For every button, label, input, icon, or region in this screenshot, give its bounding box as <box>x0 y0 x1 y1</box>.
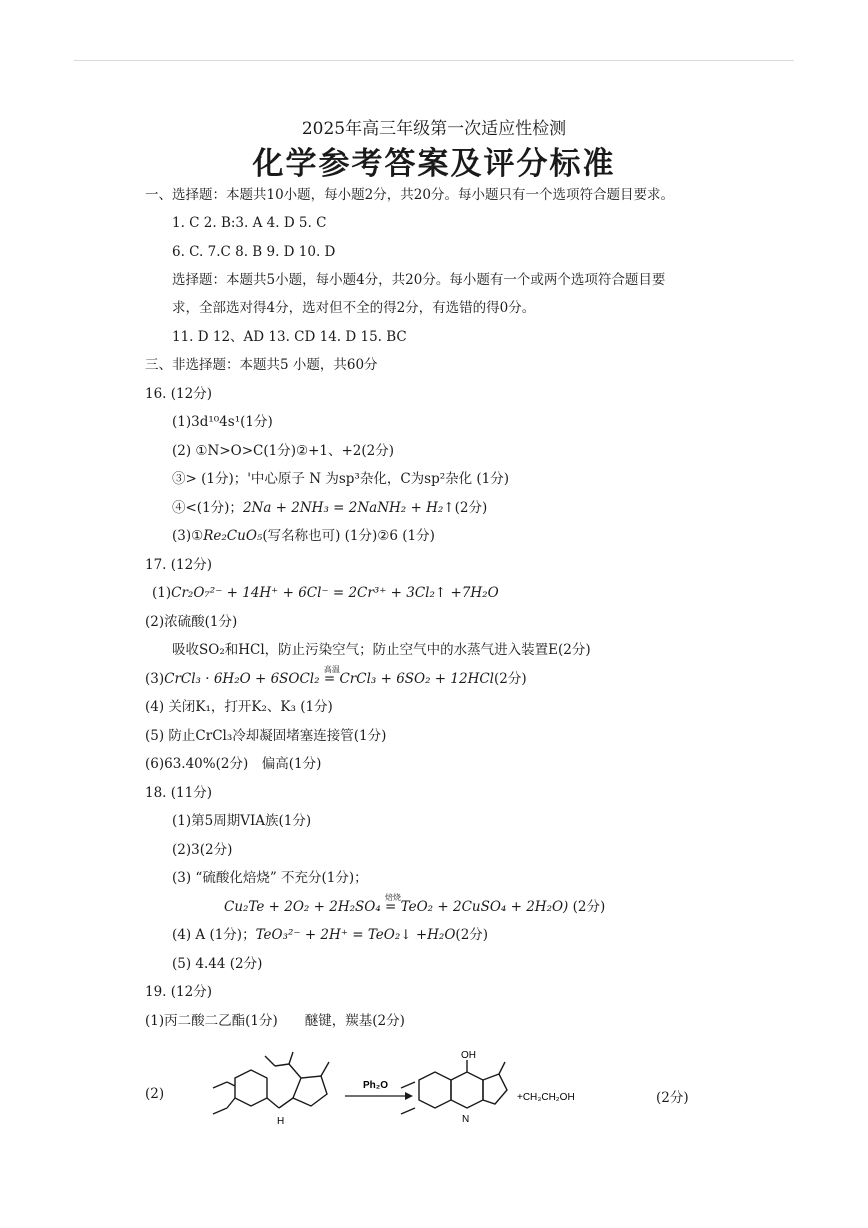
q16-line-3: ③> (1分)；'中心原子 N 为sp³杂化，C为sp²杂化 (1分) <box>172 471 510 487</box>
q16-line-4-score: (2分) <box>454 500 488 516</box>
section-1-header: 一、选择题：本题共10小题，每小题2分，共20分。每小题只有一个选项符合题目要求。 <box>145 187 674 203</box>
q17-line-5: (4) 关闭K₁，打开K₂、K₃ (1分) <box>145 699 333 715</box>
q17-line-1 <box>152 584 499 602</box>
product-ketone-bond <box>499 1062 505 1074</box>
ester-bond-1 <box>289 1064 301 1078</box>
q17-line-7: (6)63.40%(2分) 偏高(1分) <box>145 756 322 772</box>
q16-line-4-prefix: ④<(1分)； <box>172 500 243 516</box>
q17-line-3: 吸收SO₂和HCl，防止污染空气；防止空气中的水蒸气进入装置E(2分) <box>172 642 591 658</box>
top-divider <box>74 60 794 61</box>
q18-line-6: (5) 4.44 (2分) <box>172 956 263 972</box>
q16-line-5-prefix: (3)① <box>172 528 204 544</box>
methoxy-link-2 <box>227 1098 235 1108</box>
section-2-header-a: 选择题：本题共5小题，每小题4分，共20分。每小题有一个或两个选项符合题目要 <box>172 272 666 288</box>
q17-condition: 高温 <box>323 665 340 674</box>
reactant-lactone-ring <box>293 1076 327 1106</box>
product-n-label: N <box>462 1114 470 1125</box>
q16-equation-na-nh3: 2Na + 2NH₃ = 2NaNH₂ + H₂↑ <box>242 500 455 516</box>
reaction-arrow-head <box>405 1092 413 1100</box>
q18-equals-with-condition: 焙烧 = <box>385 898 396 916</box>
methoxy-bond-2 <box>213 1108 227 1114</box>
q18-line-4-score: (2分) <box>568 899 606 915</box>
q16-line-5-suffix: (写名称也可) (1分)②6 (1分) <box>262 528 435 544</box>
q16-line-1: (1)3d¹⁰4s¹(1分) <box>172 414 273 430</box>
reaction-scheme <box>205 1048 625 1148</box>
product-benzene-ring <box>419 1072 451 1108</box>
product-methoxy-1 <box>401 1082 415 1088</box>
reactant-nh-label: H <box>277 1116 285 1127</box>
q18-line-1: (1)第5周期VIA族(1分) <box>172 813 312 829</box>
q16-line-4 <box>172 499 487 517</box>
reactant-benzene-ring <box>235 1070 267 1106</box>
q19-line-2-score: (2分) <box>656 1090 689 1106</box>
aryl-n-bond <box>267 1098 279 1108</box>
answers-6-10: 6. C. 7.C 8. B 9. D 10. D <box>172 244 336 260</box>
q19-title: 19. (12分) <box>145 984 212 1000</box>
section-2-header-b: 求，全部选对得4分，选对但不全的得2分，有选错的得0分。 <box>172 300 536 316</box>
q19-line-1: (1)丙二酸二乙酯(1分) 醚键，羰基(2分) <box>145 1013 405 1029</box>
ketone-bond <box>321 1062 329 1076</box>
q17-line-4 <box>145 665 527 688</box>
q18-equation-tellurite: TeO₃²⁻ + 2H⁺ = TeO₂↓ +H₂O <box>255 927 456 943</box>
q17-equals-with-condition: 高温 = <box>324 670 335 688</box>
methoxy-bond-1 <box>213 1082 227 1088</box>
reactant-structure <box>213 1052 329 1114</box>
q17-equation-dichromate: Cr₂O₇²⁻ + 14H⁺ + 6Cl⁻ = 2Cr³⁺ + 3Cl₂↑ +7H₂O <box>171 585 499 601</box>
product-methoxy-2 <box>401 1108 415 1114</box>
q18-equation-left: Cu₂Te + 2O₂ + 2H₂SO₄ <box>224 899 381 915</box>
q17-line-2: (2)浓硫酸(1分) <box>145 614 238 630</box>
q19-line-2-label: (2) <box>145 1086 165 1102</box>
exam-title: 2025年高三年级第一次适应性检测 <box>301 119 567 139</box>
product-lactone-ring <box>483 1074 507 1104</box>
q17-line-4-prefix: (3) <box>145 671 165 687</box>
reagent-label: Ph₂O <box>363 1080 388 1091</box>
q18-title: 18. (11分) <box>145 785 212 801</box>
methoxy-link-1 <box>227 1082 235 1086</box>
n-ring-bond <box>279 1098 293 1108</box>
answers-1-5: 1. C 2. B:3. A 4. D 5. C <box>172 215 327 231</box>
answers-11-15: 11. D 12、AD 13. CD 14. D 15. BC <box>172 329 407 345</box>
ester-carbonyl <box>289 1052 293 1064</box>
q18-condition: 焙烧 <box>385 893 402 902</box>
ester-bond-2 <box>275 1064 289 1066</box>
q16-line-5 <box>172 527 435 545</box>
q16-formula: Re₂CuO₅ <box>203 528 263 544</box>
q18-line-5-score: (2分) <box>455 927 489 943</box>
product-pyridine-ring <box>451 1072 483 1108</box>
q18-line-2: (2)3(2分) <box>172 842 233 858</box>
q17-equation-left: CrCl₃ · 6H₂O + 6SOCl₂ <box>164 671 320 687</box>
q17-line-1-prefix: (1) <box>152 585 172 601</box>
q18-line-3: (3) “硫酸化焙烧” 不充分(1分)； <box>172 870 368 886</box>
q17-line-4-score: (2分) <box>494 671 527 687</box>
product-oh-label: OH <box>461 1050 476 1061</box>
ester-bond-3 <box>265 1056 275 1066</box>
q18-equation-right: TeO₂ + 2CuSO₄ + 2H₂O) <box>400 899 569 915</box>
q18-line-4 <box>224 893 606 916</box>
q17-title: 17. (12分) <box>145 557 212 573</box>
section-3-header: 三、非选择题：本题共5 小题，共60分 <box>145 357 378 373</box>
q17-equation-right: CrCl₃ + 6SO₂ + 12HCl <box>339 671 494 687</box>
q18-line-5 <box>172 926 488 944</box>
q16-title: 16. (12分) <box>145 386 212 402</box>
q17-line-6: (5) 防止CrCl₃冷却凝固堵塞连接管(1分) <box>145 728 387 744</box>
q16-line-2: (2) ①N>O>C(1分)②+1、+2(2分) <box>172 443 394 459</box>
q18-line-5-prefix: (4) A (1分)； <box>172 927 256 943</box>
byproduct-label: +CH₃CH₂OH <box>517 1092 575 1103</box>
product-structure <box>401 1060 507 1114</box>
document-title: 化学参考答案及评分标准 <box>252 146 616 182</box>
